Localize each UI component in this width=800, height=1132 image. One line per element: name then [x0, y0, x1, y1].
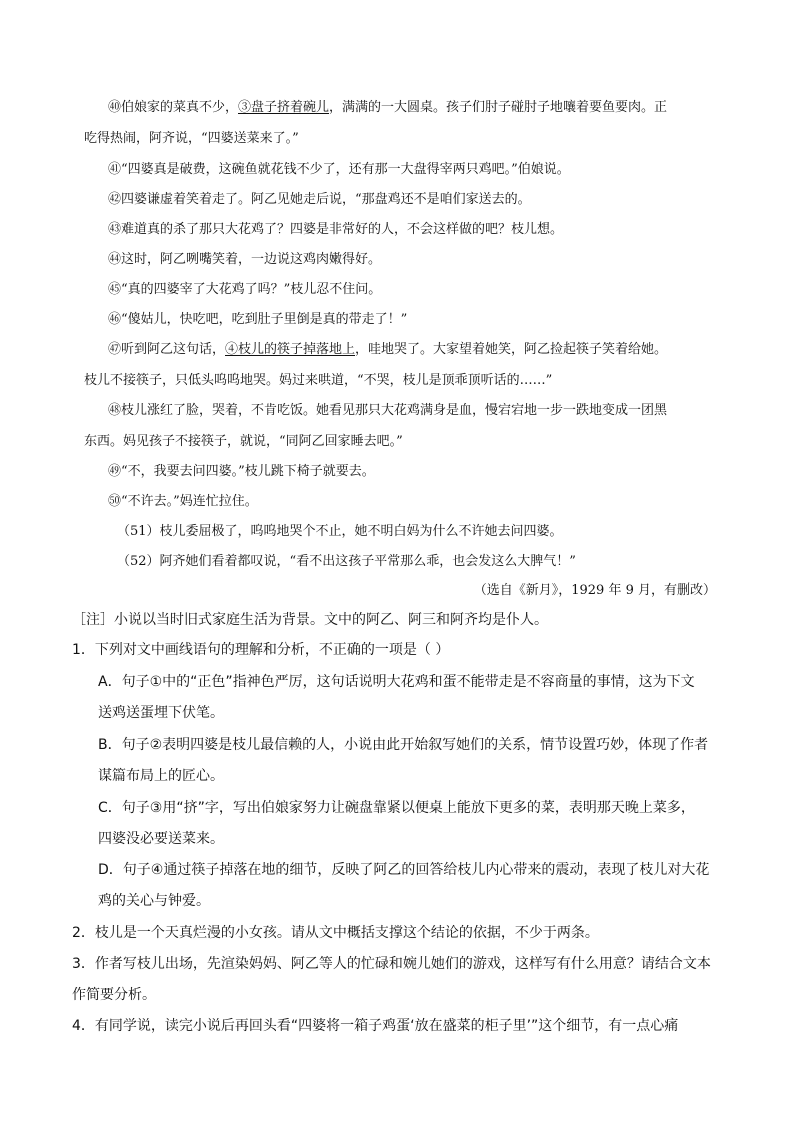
paragraph-47-line-1 — [108, 342, 667, 358]
paragraph-52: （52）阿齐她们看着都叹说，“看不出这孩子平常那么乖，也会发这么大脾气！” — [117, 554, 576, 569]
option-a-line-1: A．句子①中的“正色”指神色严厉，这句话说明大花鸡和蛋不能带走是不容商量的事情，这为下文 — [98, 674, 695, 690]
underlined-sentence-4: ④枝儿的筷子掉落地上 — [225, 342, 356, 357]
question-4: 4．有同学说，读完小说后再回头看“四婆将一箱子鸡蛋‘放在盛菜的柜子里’”这个细节，有一点心痛 — [72, 1018, 679, 1034]
paragraph-46: ㊻“傻姑儿，快吃吧，吃到肚子里倒是真的带走了！” — [108, 312, 408, 327]
paragraph-50: ㊿“不许去。”妈连忙拉住。 — [108, 494, 258, 509]
paragraph-48-line-2: 东西。妈见孩子不接筷子，就说，“同阿乙回家睡去吧。” — [84, 434, 403, 449]
paragraph-51: （51）枝儿委屈极了，呜呜地哭个不止，她不明白妈为什么不许她去问四婆。 — [117, 524, 563, 539]
option-c-line-1: C．句子③用“挤”字，写出伯娘家努力让碗盘靠紧以便桌上能放下更多的菜，表明那天晚上菜多， — [98, 800, 695, 816]
paragraph-45: ㊺“真的四婆宰了大花鸡了吗？”枝儿忍不住问。 — [108, 282, 382, 297]
paragraph-48-line-1: ㊽枝儿涨红了脸，哭着，不肯吃饭。她看见那只大花鸡满身是血，慢宕宕地一步一跌地变成一团黑 — [108, 403, 668, 418]
option-d-line-1: D．句子④通过筷子掉落在地的细节，反映了阿乙的回答给枝儿内心带来的震动，表现了枝儿对大花 — [98, 862, 710, 878]
source-citation: （选自《新月》，1929 年 9 月，有删改） — [473, 583, 716, 598]
question-3-line-1: 3．作者写枝儿出场，先渲染妈妈、阿乙等人的忙碌和婉儿她们的游戏，这样写有什么用意？请结合文本 — [72, 956, 711, 972]
note: ［注］小说以当时旧式家庭生活为背景。文中的阿乙、阿三和阿齐均是仆人。 — [72, 612, 548, 628]
underlined-sentence-3: ③盘子挤着碗儿 — [238, 100, 330, 115]
paragraph-40-line-2: 吃得热闹，阿齐说，“四婆送菜来了。” — [84, 131, 299, 146]
option-a-line-2: 送鸡送蛋埋下伏笔。 — [98, 705, 224, 721]
paragraph-44: ㊹这时，阿乙咧嘴笑着，一边说这鸡肉嫩得好。 — [108, 252, 382, 267]
option-d-line-2: 鸡的关心与钟爱。 — [98, 893, 210, 909]
paragraph-40-text: ㊵伯娘家的菜真不少， — [108, 100, 239, 115]
question-1: 1．下列对文中画线语句的理解和分析，不正确的一项是（ ） — [72, 642, 450, 658]
paragraph-47-text: ㊼听到阿乙这句话， — [108, 342, 226, 357]
question-3-line-2: 作简要分析。 — [72, 987, 156, 1003]
paragraph-43: ㊸难道真的杀了那只大花鸡了？四婆是非常好的人，不会这样做的吧？枝儿想。 — [108, 222, 564, 237]
paragraph-41: ㊶“四婆真是破费，这碗鱼就花钱不少了，还有那一大盘得宰两只鸡吧。”伯娘说。 — [108, 162, 570, 177]
paragraph-47-line-2: 枝儿不接筷子，只低头呜呜地哭。妈过来哄道，“不哭，枝儿是顶乖顶听话的……” — [84, 373, 553, 388]
question-2: 2．枝儿是一个天真烂漫的小女孩。请从文中概括支撑这个结论的依据，不少于两条。 — [72, 925, 599, 941]
paragraph-49: ㊾“不，我要去问四婆。”枝儿跳下椅子就要去。 — [108, 464, 375, 479]
option-c-line-2: 四婆没必要送菜来。 — [98, 831, 224, 847]
paragraph-42: ㊷四婆谦虚着笑着走了。阿乙见她走后说，“那盘鸡还不是咱们家送去的。 — [108, 192, 531, 207]
paragraph-40-line-1 — [108, 100, 667, 116]
option-b-line-1: B．句子②表明四婆是枝儿最信赖的人，小说由此开始叙写她们的关系，情节设置巧妙，体现了作者 — [98, 737, 709, 753]
paragraph-40-text-cont: ，满满的一大圆桌。孩子们肘子碰肘子地嚷着要鱼要肉。正 — [329, 100, 668, 115]
option-b-line-2: 谋篇布局上的匠心。 — [98, 768, 224, 784]
paragraph-47-text-cont: ，哇地哭了。大家望着她笑，阿乙捡起筷子笑着给她。 — [355, 342, 668, 357]
